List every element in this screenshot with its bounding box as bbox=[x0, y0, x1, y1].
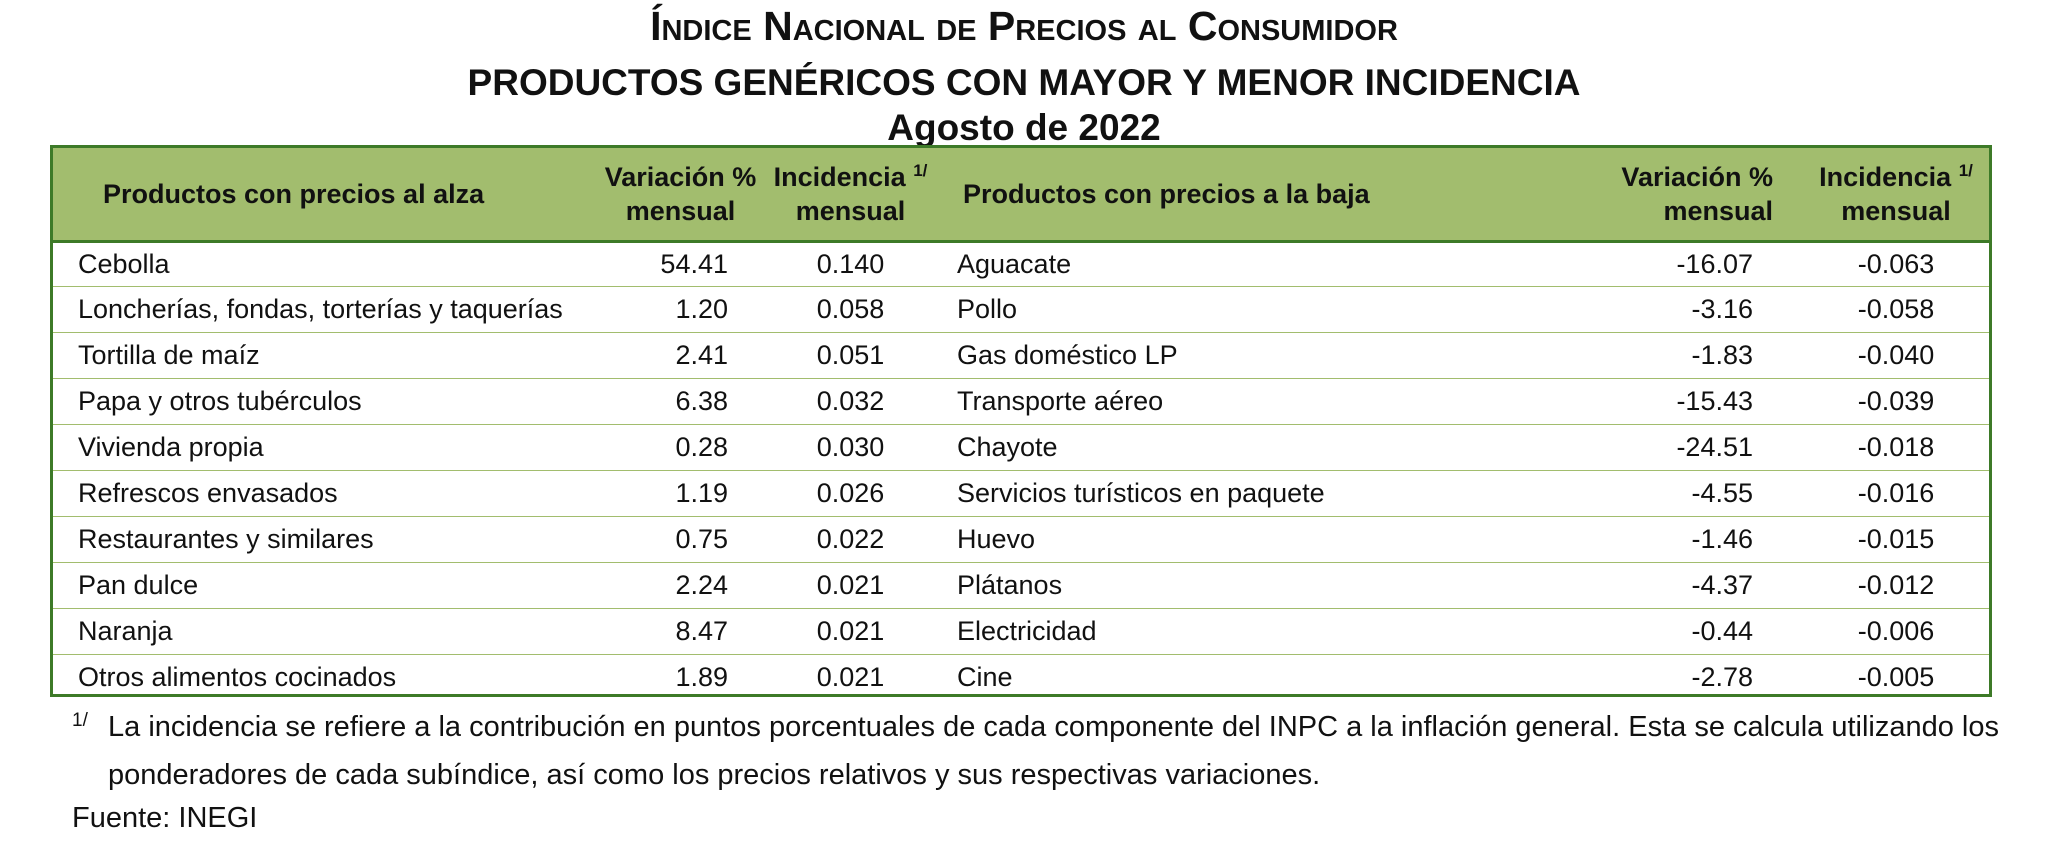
up-incidence-cell: 0.026 bbox=[816, 477, 885, 508]
up-incidence-cell: 0.030 bbox=[816, 432, 885, 462]
down-variation-cell: -2.78 bbox=[1691, 661, 1753, 692]
down-incidence-cell: -0.015 bbox=[1857, 523, 1935, 554]
column-header-up-product bbox=[53, 148, 593, 241]
table-row bbox=[53, 470, 1989, 516]
up-variation-cell: 0.28 bbox=[675, 432, 728, 462]
footnote-marker: 1/ bbox=[913, 160, 928, 180]
column-header-label: mensual bbox=[1663, 195, 1773, 226]
up-product-cell: Tortilla de maíz bbox=[78, 340, 260, 371]
up-variation-cell: 2.41 bbox=[675, 340, 728, 371]
down-incidence-cell: -0.016 bbox=[1857, 477, 1935, 508]
page-subtitle: PRODUCTOS GENÉRICOS CON MAYOR Y MENOR INCIDENCIA bbox=[467, 62, 1581, 103]
up-variation-cell: 1.19 bbox=[675, 477, 728, 508]
down-incidence-cell: -0.005 bbox=[1857, 661, 1935, 692]
column-header-label: Variación % bbox=[604, 161, 757, 192]
down-variation-cell: -24.51 bbox=[1676, 432, 1753, 462]
footnote-text: La incidencia se refiere a la contribución en puntos porcentuales de cada componente del INPC a la inflación general. Esta se calcula utilizando los ponderadores de cada subíndice, así como los precios relativos y sus respectivas variaciones. bbox=[108, 711, 1999, 791]
table-body bbox=[53, 241, 1989, 700]
table-row bbox=[53, 287, 1989, 333]
up-incidence-cell: 0.021 bbox=[816, 615, 885, 646]
down-product-cell: Cine bbox=[957, 661, 1013, 692]
column-header-down-product bbox=[933, 148, 1603, 241]
column-header-down-incidence bbox=[1803, 148, 1989, 241]
page-title: Índice Nacional de Precios al Consumidor bbox=[650, 3, 1398, 49]
down-product-cell: Chayote bbox=[957, 432, 1058, 462]
down-product-cell: Huevo bbox=[957, 523, 1036, 554]
up-variation-cell: 2.24 bbox=[675, 569, 728, 600]
table-row bbox=[53, 516, 1989, 562]
footnote bbox=[72, 703, 2002, 799]
up-variation-cell: 1.20 bbox=[675, 294, 728, 325]
table-header-row bbox=[53, 148, 1989, 241]
down-incidence-cell: -0.058 bbox=[1857, 294, 1935, 325]
column-header-label: Incidencia bbox=[773, 161, 906, 192]
up-incidence-cell: 0.058 bbox=[816, 294, 885, 325]
down-product-cell: Servicios turísticos en paquete bbox=[957, 477, 1325, 508]
incidence-table-grid bbox=[53, 148, 1989, 700]
table-row bbox=[53, 241, 1989, 287]
table-row bbox=[53, 608, 1989, 654]
up-product-cell: Restaurantes y similares bbox=[78, 523, 374, 554]
up-product-cell: Otros alimentos cocinados bbox=[78, 661, 397, 692]
up-product-cell: Pan dulce bbox=[78, 569, 199, 600]
down-incidence-cell: -0.006 bbox=[1857, 615, 1935, 646]
up-incidence-cell: 0.022 bbox=[816, 523, 885, 554]
down-product-cell: Transporte aéreo bbox=[957, 386, 1164, 417]
footnote-marker: 1/ bbox=[1958, 160, 1973, 180]
up-product-cell: Refrescos envasados bbox=[78, 477, 338, 508]
down-incidence-cell: -0.040 bbox=[1857, 340, 1935, 371]
up-incidence-cell: 0.140 bbox=[816, 248, 885, 279]
up-variation-cell: 0.75 bbox=[675, 523, 728, 554]
column-header-label: mensual bbox=[625, 195, 736, 226]
table-row bbox=[53, 333, 1989, 379]
down-variation-cell: -1.46 bbox=[1691, 523, 1753, 554]
column-header-up-incidence bbox=[768, 148, 933, 241]
up-variation-cell: 8.47 bbox=[675, 615, 728, 646]
down-product-cell: Electricidad bbox=[957, 615, 1097, 646]
column-header-up-variation bbox=[593, 148, 768, 241]
up-product-cell: Naranja bbox=[78, 615, 173, 646]
column-header-label: mensual bbox=[795, 195, 906, 226]
down-variation-cell: -15.43 bbox=[1676, 386, 1753, 417]
source-note: Fuente: INEGI bbox=[72, 802, 258, 834]
down-product-cell: Gas doméstico LP bbox=[957, 340, 1178, 371]
down-variation-cell: -0.44 bbox=[1691, 615, 1753, 646]
column-header-down-variation bbox=[1603, 148, 1803, 241]
down-incidence-cell: -0.018 bbox=[1857, 432, 1935, 462]
up-product-cell: Papa y otros tubérculos bbox=[78, 386, 362, 417]
down-incidence-cell: -0.039 bbox=[1857, 386, 1935, 417]
down-product-cell: Aguacate bbox=[957, 248, 1072, 279]
down-incidence-cell: -0.063 bbox=[1857, 248, 1935, 279]
incidence-table bbox=[50, 145, 1992, 697]
up-variation-cell: 54.41 bbox=[660, 248, 728, 279]
table-row bbox=[53, 379, 1989, 425]
up-variation-cell: 1.89 bbox=[675, 661, 728, 692]
footnote-marker: 1/ bbox=[72, 710, 88, 731]
down-variation-cell: -16.07 bbox=[1676, 248, 1753, 279]
column-header-label: Productos con precios al alza bbox=[103, 178, 485, 209]
down-variation-cell: -4.55 bbox=[1691, 477, 1753, 508]
down-incidence-cell: -0.012 bbox=[1857, 569, 1935, 600]
page-date: Agosto de 2022 bbox=[887, 107, 1161, 148]
up-product-cell: Vivienda propia bbox=[78, 432, 264, 462]
up-incidence-cell: 0.051 bbox=[816, 340, 885, 371]
table-row bbox=[53, 654, 1989, 700]
down-variation-cell: -4.37 bbox=[1691, 569, 1753, 600]
down-variation-cell: -3.16 bbox=[1691, 294, 1753, 325]
column-header-label: Variación % bbox=[1621, 161, 1773, 192]
table-row bbox=[53, 562, 1989, 608]
column-header-label: Productos con precios a la baja bbox=[963, 178, 1370, 209]
title-block bbox=[0, 0, 2048, 150]
up-product-cell: Loncherías, fondas, torterías y taquerías bbox=[78, 294, 563, 325]
column-header-label: Incidencia bbox=[1819, 161, 1952, 192]
up-incidence-cell: 0.021 bbox=[816, 661, 885, 692]
down-product-cell: Pollo bbox=[957, 294, 1018, 325]
up-product-cell: Cebolla bbox=[78, 248, 170, 279]
column-header-label: mensual bbox=[1841, 195, 1951, 226]
table-row bbox=[53, 425, 1989, 471]
up-incidence-cell: 0.021 bbox=[816, 569, 885, 600]
down-product-cell: Plátanos bbox=[957, 569, 1063, 600]
up-incidence-cell: 0.032 bbox=[816, 386, 885, 417]
up-variation-cell: 6.38 bbox=[675, 386, 728, 417]
down-variation-cell: -1.83 bbox=[1691, 340, 1753, 371]
